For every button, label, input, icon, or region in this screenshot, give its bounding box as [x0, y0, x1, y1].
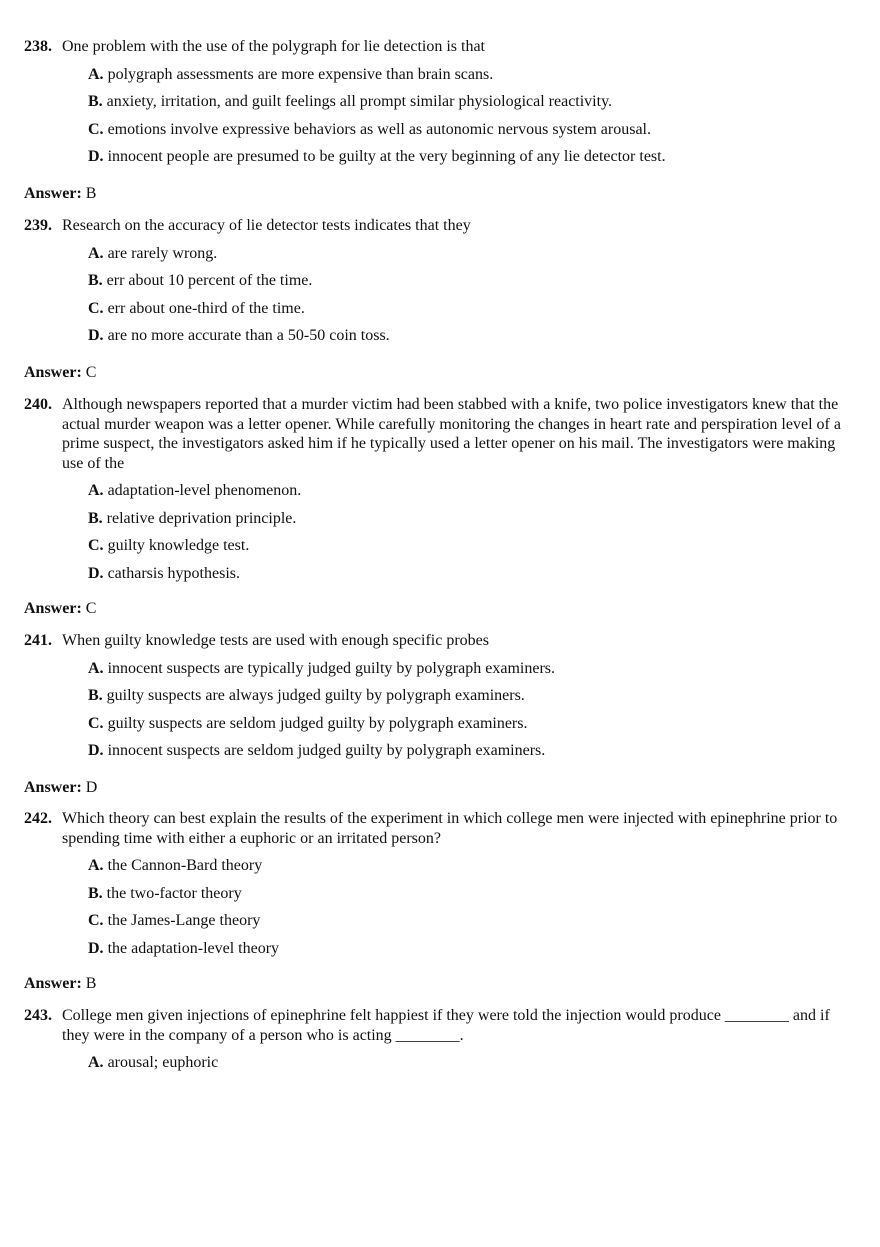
answer-value: C: [85, 600, 97, 617]
answer-value: D: [85, 779, 98, 796]
option-text: guilty suspects are always judged guilty by polygraph examiners.: [106, 687, 525, 704]
option-letter: D.: [88, 148, 104, 165]
option-letter: D.: [88, 939, 104, 957]
option-b: [88, 686, 856, 714]
options-list: [24, 1053, 856, 1081]
option-text: the adaptation-level theory: [107, 939, 280, 957]
question-stem: [24, 216, 856, 236]
option-a: [88, 481, 856, 509]
option-d: [88, 147, 856, 175]
option-a: [88, 659, 856, 687]
answer-value: B: [85, 185, 97, 202]
option-c: [88, 911, 856, 939]
options-list: [24, 481, 856, 591]
option-a: [88, 244, 856, 272]
option-text: are rarely wrong.: [107, 244, 218, 262]
option-letter: B.: [88, 687, 103, 704]
option-b: [88, 509, 856, 537]
option-letter: D.: [88, 742, 104, 759]
option-letter: B.: [88, 509, 103, 527]
option-text: guilty suspects are seldom judged guilty by polygraph examiners.: [107, 714, 528, 732]
question-text: One problem with the use of the polygraph for lie detection is that: [62, 38, 485, 55]
option-letter: B.: [88, 884, 103, 902]
options-list: [24, 856, 856, 966]
option-letter: C.: [88, 537, 104, 554]
option-c: [88, 536, 856, 564]
options-list: [24, 659, 856, 769]
option-text: adaptation-level phenomenon.: [107, 482, 302, 499]
option-letter: C.: [88, 714, 104, 732]
option-c: [88, 299, 856, 327]
option-text: relative deprivation principle.: [106, 509, 297, 527]
options-list: [24, 65, 856, 175]
answer-value: B: [85, 975, 97, 992]
answer-label: Answer:: [24, 600, 82, 617]
question-242: [24, 809, 856, 966]
question-number: 242.: [24, 810, 52, 827]
question-number: 238.: [24, 38, 52, 55]
option-c: [88, 714, 856, 742]
question-243: [24, 1006, 856, 1081]
question-number: 243.: [24, 1007, 52, 1024]
question-stem: [24, 395, 856, 473]
answer-238: [24, 184, 96, 204]
option-text: innocent suspects are seldom judged guilty by polygraph examiners.: [107, 742, 546, 759]
question-number: 240.: [24, 396, 52, 413]
option-letter: A.: [88, 659, 104, 677]
options-list: [24, 244, 856, 354]
question-240: [24, 395, 856, 591]
question-241: [24, 631, 856, 769]
option-letter: D.: [88, 327, 104, 344]
option-letter: C.: [88, 120, 104, 138]
option-text: are no more accurate than a 50-50 coin toss.: [107, 327, 390, 344]
answer-239: [24, 363, 96, 383]
option-text: emotions involve expressive behaviors as well as autonomic nervous system arousal.: [107, 120, 651, 138]
option-letter: B.: [88, 93, 103, 110]
question-text: College men given injections of epinephrine felt happiest if they were told the injection would produce ________ and if they were in the company of a person who is acting ________.: [62, 1007, 830, 1044]
option-b: [88, 92, 856, 120]
question-239: [24, 216, 856, 354]
option-text: guilty knowledge test.: [107, 537, 250, 554]
option-letter: A.: [88, 1054, 104, 1071]
option-text: innocent suspects are typically judged guilty by polygraph examiners.: [107, 659, 556, 677]
answer-label: Answer:: [24, 779, 82, 796]
question-stem: [24, 1006, 856, 1045]
question-text: Although newspapers reported that a murder victim had been stabbed with a knife, two police investigators knew that the actual murder weapon was a letter opener. While carefully monitoring the changes in heart rate and perspiration level of a prime suspect, the investigators asked him if he typically used a letter opener on his mail. The investigators were making use of the: [62, 396, 841, 472]
option-letter: C.: [88, 299, 104, 317]
option-text: arousal; euphoric: [107, 1054, 219, 1071]
option-text: the James-Lange theory: [107, 912, 261, 929]
answer-label: Answer:: [24, 185, 82, 202]
option-b: [88, 271, 856, 299]
option-d: [88, 939, 856, 967]
option-letter: C.: [88, 912, 104, 929]
option-c: [88, 120, 856, 148]
question-238: [24, 37, 856, 175]
option-d: [88, 741, 856, 769]
option-a: [88, 65, 856, 93]
question-text: Which theory can best explain the results of the experiment in which college men were injected with epinephrine prior to spending time with either a euphoric or an irritated person?: [62, 810, 838, 847]
option-a: [88, 856, 856, 884]
option-text: innocent people are presumed to be guilty at the very beginning of any lie detector test.: [107, 148, 666, 165]
option-text: err about one-third of the time.: [107, 299, 305, 317]
option-text: the Cannon-Bard theory: [107, 857, 263, 874]
answer-value: C: [85, 364, 97, 381]
answer-label: Answer:: [24, 364, 82, 381]
option-text: the two-factor theory: [106, 884, 242, 902]
question-text: Research on the accuracy of lie detector tests indicates that they: [62, 217, 471, 234]
option-b: [88, 884, 856, 912]
question-number: 239.: [24, 217, 52, 234]
option-letter: A.: [88, 244, 104, 262]
answer-241: [24, 778, 97, 798]
option-text: err about 10 percent of the time.: [106, 272, 313, 289]
question-stem: [24, 809, 856, 848]
option-d: [88, 326, 856, 354]
option-text: polygraph assessments are more expensive than brain scans.: [107, 65, 494, 83]
option-letter: A.: [88, 65, 104, 83]
option-a: [88, 1053, 856, 1081]
question-text: When guilty knowledge tests are used with enough specific probes: [62, 632, 489, 649]
option-letter: A.: [88, 482, 104, 499]
option-d: [88, 564, 856, 592]
question-stem: [24, 631, 856, 651]
option-letter: A.: [88, 857, 104, 874]
option-letter: D.: [88, 564, 104, 582]
answer-240: [24, 599, 96, 619]
option-letter: B.: [88, 272, 103, 289]
option-text: anxiety, irritation, and guilt feelings all prompt similar physiological reactivity.: [106, 93, 613, 110]
question-stem: [24, 37, 856, 57]
option-text: catharsis hypothesis.: [107, 564, 240, 582]
answer-label: Answer:: [24, 975, 82, 992]
question-number: 241.: [24, 632, 52, 649]
answer-242: [24, 974, 96, 994]
